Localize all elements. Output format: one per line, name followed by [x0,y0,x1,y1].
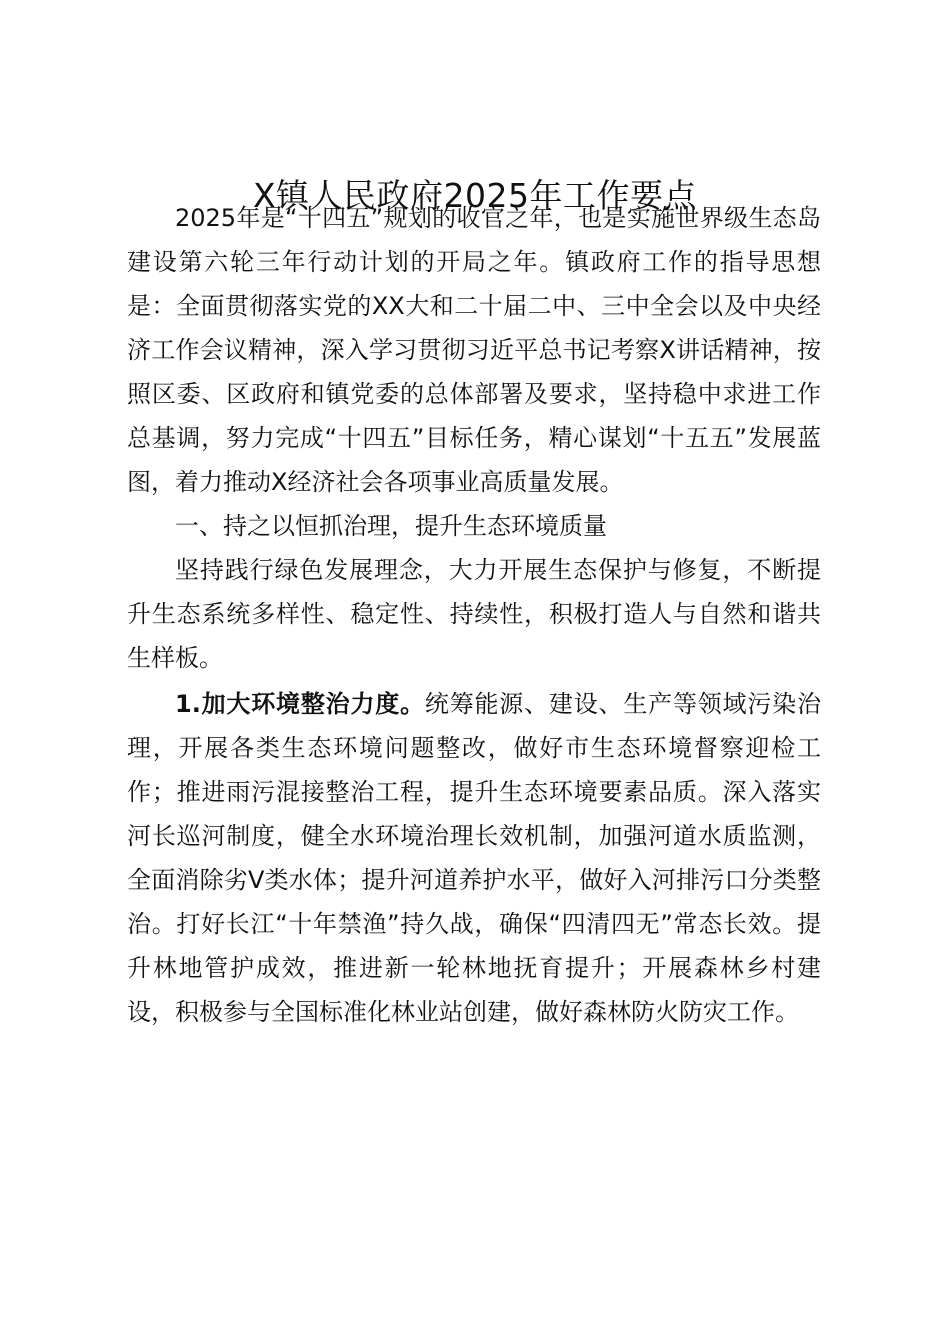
item-1-lead: 1.加大环境整治力度。 [175,690,425,718]
document-title: X镇人民政府2025年工作要点 [252,176,698,215]
item-1-body: 统筹能源、建设、生产等领域污染治理，开展各类生态环境问题整改，做好市生态环境督察迎检工作；推进雨污混接整治工程，提升生态环境要素品质。深入落实河长巡河制度，健全水环境治理长效机制，加强河道水质监测，全面消除劣Ⅴ类水体；提升河道养护水平，做好入河排污口分类整治。打好长江“十年禁渔”持久战，确保“四清四无”常态长效。提升林地管护成效，推进新一轮林地抚育提升；开展森林乡村建设，积极参与全国标准化林业站创建，做好森林防火防灾工作。 [127,690,821,1026]
section-1-paragraph: 坚持践行绿色发展理念，大力开展生态保护与修复，不断提升生态系统多样性、稳定性、持续性，积极打造人与自然和谐共生样板。 [127,556,821,672]
document-body [127,196,821,1034]
intro-paragraph: 2025年是“十四五”规划的收官之年，也是实施世界级生态岛建设第六轮三年行动计划的开局之年。镇政府工作的指导思想是：全面贯彻落实党的XX大和二十届二中、三中全会以及中央经济工作会议精神，深入学习贯彻习近平总书记考察X讲话精神，按照区委、区政府和镇党委的总体部署及要求，坚持稳中求进工作总基调，努力完成“十四五”目标任务，精心谋划“十五五”发展蓝图，着力推动X经济社会各项事业高质量发展。 [127,204,821,496]
section-heading-1: 一、持之以恒抓治理，提升生态环境质量 [175,512,607,540]
item-1-paragraph [127,682,821,1034]
